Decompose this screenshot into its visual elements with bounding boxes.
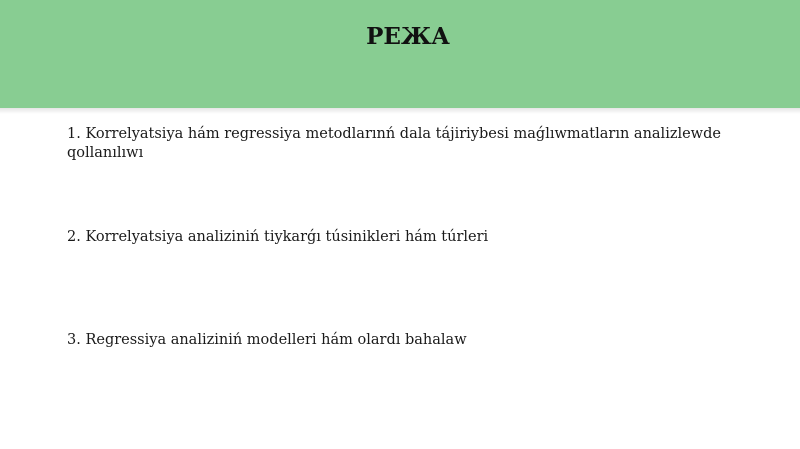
plan-item-2: 2. Korrelyatsiya analiziniń tiykarǵı túsinikleri hám túrleri <box>67 229 489 245</box>
plan-item-3: 3. Regressiya analiziniń modelleri hám olardı bahalaw <box>67 332 467 348</box>
plan-item-1: 1. Korrelyatsiya hám regressiya metodlarınń dala tájiriybesi maǵlıwmatların analizlewde qollanılıwı <box>67 126 721 161</box>
slide-title: РЕЖА <box>366 23 450 50</box>
header-band <box>0 0 800 108</box>
header-shadow <box>0 108 800 114</box>
